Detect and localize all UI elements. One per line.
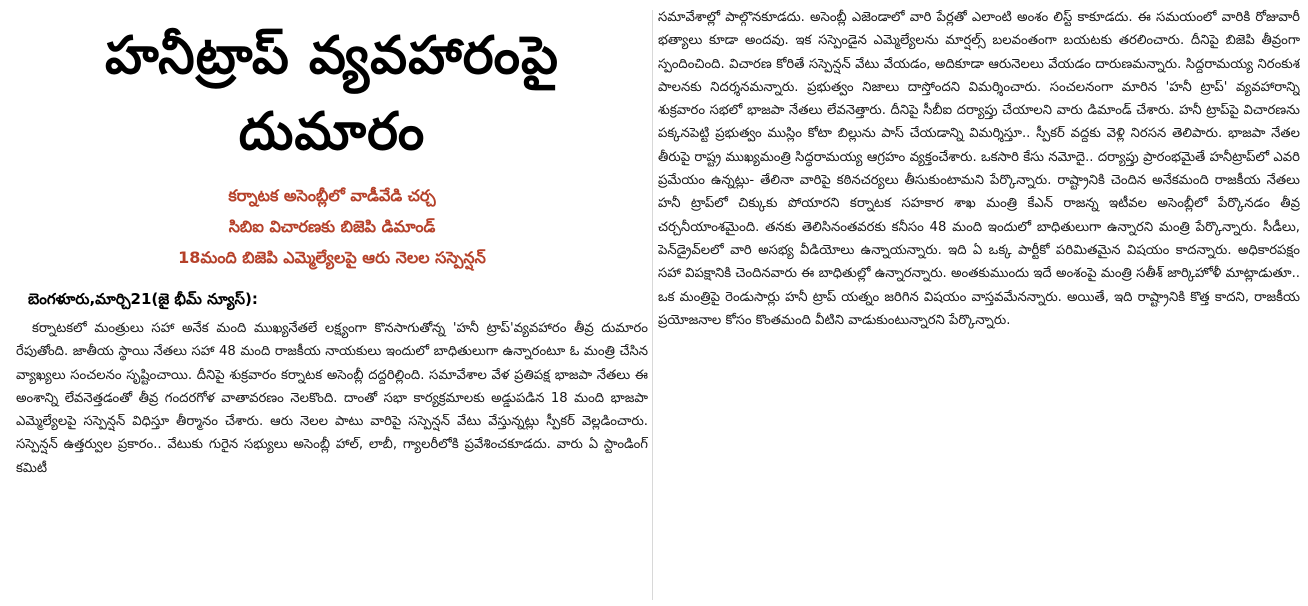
left-column — [16, 18, 648, 602]
subhead-suspension: 18మంది బిజెపి ఎమ్మెల్యేలపై ఆరు నెలల సస్పెన్షన్ — [178, 248, 486, 267]
subhead-cbi-demand: సిబిఐ విచారణకు బిజెపి డిమాండ్ — [228, 217, 436, 236]
column-divider — [652, 10, 653, 600]
headline: హనీట్రాప్ వ్యవహారంపై దుమారం — [105, 26, 559, 162]
article-body-left: కర్నాటకలో మంత్రులు సహా అనేక మంది ముఖ్యనేతలే లక్ష్యంగా కొనసాగుతోన్న 'హనీ ట్రాప్'వ్యవహారం తీవ్ర దుమారం రేపుతోంది. జాతీయ స్థాయి నేతలు సహా 48 మంది రాజకీయ నాయకులు ఇందులో బాధితులుగా ఉన్నారంటూ ఓ మంత్రి చేసిన వ్యాఖ్యలు సంచలనం సృష్టించాయి. దీనిపై శుక్రవారం కర్నాటక అసెంబ్లీ దద్దరిల్లింది. సమావేశాల వేళ ప్రతిపక్ష భాజపా నేతలు ఈ అంశాన్ని లేవనెత్తడంతో తీవ్ర గందరగోళ వాతావరణం నెలకొంది. దాంతో సభా కార్యక్రమాలకు అడ్డుపడిన 18 మంది భాజపా ఎమ్మెల్యేలపై సస్పెన్షన్ విధిస్తూ తీర్మానం చేశారు. ఆరు నెలల పాటు వారిపై సస్పెన్షన్ వేటు వేస్తున్నట్లు స్పీకర్ వెల్లడించారు. సస్పెన్షన్ ఉత్తర్వుల ప్రకారం.. వేటుకు గురైన సభ్యులు అసెంబ్లీ హాల్, లాబీ, గ్యాలరీలోకి ప్రవేశించకూడదు. వారు ఏ స్టాండింగ్ కమిటీ — [16, 321, 648, 476]
subhead-assembly-debate: కర్నాటక అసెంబ్లీలో వాడీవేడి చర్చ — [228, 186, 436, 205]
subheads — [16, 180, 648, 273]
right-column — [658, 6, 1300, 602]
article-body-right: సమావేశాల్లో పాల్గొనకూడదు. అసెంబ్లీ ఎజెండాలో వారి పేర్లతో ఎలాంటి అంశం లిస్ట్ కాకూడదు. ఈ సమయంలో వారికి రోజువారీ భత్యాలు కూడా అందవు. ఇక సస్పెండైన ఎమ్మెల్యేలను మార్షల్స్ బలవంతంగా బయటకు తరలించారు. దీనిపై బిజెపి తీవ్రంగా స్పందించింది. విచారణ కోరితే సస్పెన్షన్ వేటు వేయడం, అదికూడా ఆరునెలలు వేయడం దారుణమన్నారు. సిద్దరామయ్య నిరంకుశ పాలనకు నిదర్శనమన్నారు. ప్రభుత్వం నిజాలు దాస్తోందని విమర్శించారు. సంచలనంగా మారిన 'హనీ ట్రాప్' వ్యవహారాన్ని శుక్రవారం సభలో భాజపా నేతలు లేవనెత్తారు. దీనిపై సీబీఐ దర్యాప్తు చేయాలని వారు డిమాండ్ చేశారు. హనీ ట్రాప్‌పై విచారణను పక్కనపెట్టి ప్రభుత్వం ముస్లిం కోటా బిల్లును పాస్ చేయడాన్ని విమర్శిస్తూ.. స్పీకర్ వద్దకు వెళ్లి నిరసన తెలిపారు. భాజపా నేతల తీరుపై రాష్ట్ర ముఖ్యమంత్రి సిద్ధరామయ్య ఆగ్రహం వ్యక్తంచేశారు. ఒకసారి కేసు నమోదై.. దర్యాప్తు ప్రారంభమైతే హనీట్రాప్‌లో ఎవరి ప్రమేయం ఉన్నట్లు- తేలినా వారిపై కఠినచర్యలు తీసుకుంటామని పేర్కొన్నారు. రాష్ట్రానికి చెందిన అనేకమంది రాజకీయ నేతలు హనీ ట్రాప్‌లో చిక్కుకు పోయారని కర్నాటక సహకార శాఖ మంత్రి కేఎన్ రాజన్న ఇటీవల అసెంబ్లీలో పేర్కొనడం తీవ్ర చర్చనీయాంశమైంది. తనకు తెలిసినంతవరకు కనీసం 48 మంది ఇందులో బాధితులుగా ఉన్నారని మంత్రి పేర్కొన్నారు. సీడీలు, పెన్‌డ్రైవ్‌లలో వారి అసభ్య వీడియోలు ఉన్నాయన్నారు. ఇది ఏ ఒక్క పార్టీకో పరిమితమైన విషయం కాదన్నారు. అధికారపక్షం సహా విపక్షానికి చెందినవారు ఈ బాధితుల్లో ఉన్నారన్నారు. అంతకుముందు ఇదే అంశంపై మంత్రి సతీశ్ జార్కిహోళీ మాట్లాడుతూ.. ఒక మంత్రిపై రెండుసార్లు హనీ ట్రాప్ యత్నం జరిగిన విషయం వాస్తవమేనన్నారు. అయితే, ఇది రాష్ట్రానికి కొత్త కాదని, రాజకీయ ప్రయోజనాల కోసం కొంతమంది వీటిని వాడుకుంటున్నారని పేర్కొన్నారు. — [658, 10, 1300, 328]
dateline: బెంగళూరు,మార్చి21(జై భీమ్ న్యూస్): — [28, 290, 258, 308]
